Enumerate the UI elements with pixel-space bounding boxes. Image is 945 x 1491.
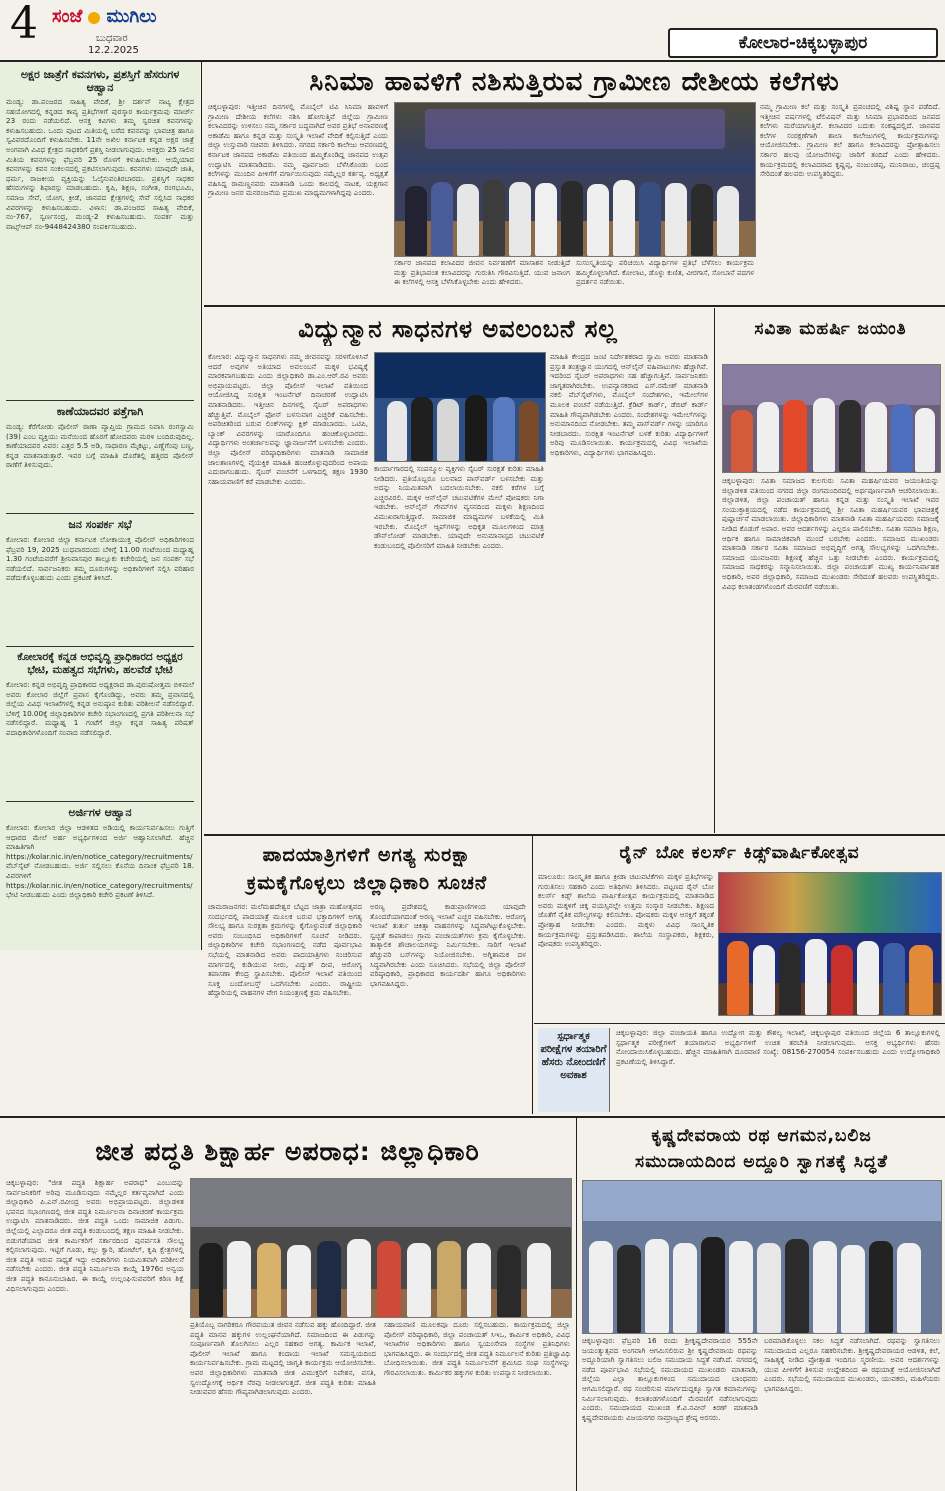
article-heading: ಅರ್ಜಿಗಳ ಆಹ್ವಾನ [68,806,132,819]
column-divider [576,1118,577,1491]
section-rule [204,305,945,307]
article-body: ಚಿಕ್ಕಬಳ್ಳಾಪುರ: "ಜೀತ ಪದ್ಧತಿ ಶಿಕ್ಷಾರ್ಹ ಅಪರಾಧ" ಎಂಬುದನ್ನು ಸಾರ್ವಜನಿಕರಿಗೆ ಅರಿವು ಮೂಡಿಸುವುದು ನಮ್ಮೆಲ್ಲರ ಕರ್ತವ್ಯವಾಗಿದೆ ಎಂದು ಜಿಲ್ಲಾಧಿಕಾರಿ ಪಿ.ಎನ್.ರವೀಂದ್ರ ಅವರು ಅಭಿಪ್ರಾಯಪಟ್ಟರು. ಜಿಲ್ಲಾಡಳಿತ ಭವನದ ಸಭಾಂಗಣದಲ್ಲಿ ಜೀತ ಪದ್ಧತಿ ನಿರ್ಮೂಲನಾ ದಿನಾಚರಣೆ ಕಾರ್ಯಕ್ರಮ ಉದ್ಘಾಟಿಸಿ ಮಾತನಾಡಿದರು. ಜೀತ ಪದ್ಧತಿ ಒಂದು ಸಾಮಾಜಿಕ ಪಿಡುಗು. ಜಿಲ್ಲೆಯಲ್ಲಿ ಎಲ್ಲಾದರೂ ಜೀತ ಪದ್ಧತಿ ಕಂಡುಬಂದಲ್ಲಿ ತಕ್ಷಣ ಮಾಹಿತಿ ನೀಡಬೇಕು. ಬಿಡುಗಡೆಯಾದ ಜೀತ ಕಾರ್ಮಿಕರಿಗೆ ಸರ್ಕಾರದಿಂದ ಪುನರ್ವಸತಿ ಸೌಲಭ್ಯ ಕಲ್ಪಿಸಲಾಗುವುದು. ಇಟ್ಟಿಗೆ ಗೂಡು, ಕಲ್ಲು ಕ್ವಾರಿ, ಹೋಟೆಲ್, ಕೃಷಿ ಕ್ಷೇತ್ರಗಳಲ್ಲಿ ಜೀತ ಪದ್ಧತಿ ಇರುವ ಸಾಧ್ಯತೆ ಇದ್ದು ಅಧಿಕಾರಿಗಳು ನಿಯಮಿತವಾಗಿ ಪರಿಶೀಲನೆ ನಡೆಸಬೇಕು ಎಂದರು. ಜೀತ ಪದ್ಧತಿ ನಿರ್ಮೂಲನಾ ಕಾಯ್ದೆ 1976ರ ಅನ್ವಯ ಜೀತ ಪದ್ಧತಿ ಕಾನೂನುಬಾಹಿರ. ಈ ಕಾಯ್ದೆ ಉಲ್ಲಂಘಿಸುವವರಿಗೆ ಕಠಿಣ ಶಿಕ್ಷೆ ವಿಧಿಸಲಾಗುವುದು ಎಂದರು. [6,1178,184,1293]
article-body: ಮಂಡ್ಯ: ಡಾ.ಪಂಜರದ ಸಾಹಿತ್ಯ ವೇದಿಕೆ, ಶ್ರೀ ದರ್ಶನ್ ನಾಟ್ಯ ಕ್ಷೇತ್ರದ ಸಹಯೋಗದಲ್ಲಿ ಕನ್ನಡದ ಕಾವ್ಯ ಪ್ರತಿಭೆಗಳಿಗೆ ಪುರಸ್ಕಾರ ಕಾರ್ಯಕ್ರಮವು ಮಾರ್ಚ್ 23 ರಂದು ನಡೆಯಲಿದೆ. ಆಸಕ್ತ ಕವಿಗಳು ತಮ್ಮ ಸ್ವರಚಿತ ಕವನಗಳನ್ನು ಕಳುಹಿಸಬಹುದು. ಒಂದು ಪುಟದ ಮಿತಿಯಲ್ಲಿ ಬರೆದ ಕವನವನ್ನು ಭಾವಚಿತ್ರ ಹಾಗೂ ಸ್ವವಿವರದೊಂದಿಗೆ ಕಳುಹಿಸಬೇಕು. 11ನೇ ಅಖಿಲ ಕರ್ನಾಟಕ ಕನ್ನಡ ಅಕ್ಷರ ಜಾತ್ರೆ ಅಂಗವಾಗಿ ವಿವಿಧ ಕ್ಷೇತ್ರದ ಸಾಧಕರಿಗೆ ಪ್ರಶಸ್ತಿ ನೀಡಲಾಗುವುದು. ಆಸಕ್ತರು 25 ಸಾಲಿನ ಮಿತಿಯ ಕವನಗಳನ್ನು ಫೆಬ್ರವರಿ 25 ರೊಳಗೆ ಕಳುಹಿಸಬೇಕು. ಆಯ್ಕೆಯಾದ ಕವನಗಳನ್ನು ಕವನ ಸಂಕಲನದಲ್ಲಿ ಪ್ರಕಟಿಸಲಾಗುವುದು. ಕವನಗಳು ಯಾವುದೇ ಜಾತಿ, ಧರ್ಮ, ರಾಜಕೀಯ ವ್ಯಕ್ತಿಯನ್ನು ಓಲೈಸುವಂತಿರಬಾರದು. ಪ್ರಶಸ್ತಿಗೆ ಸಾಧಕರ ಹೆಸರುಗಳನ್ನು ಶಿಫಾರಸ್ಸು ಮಾಡಬಹುದು. ಕೃಷಿ, ಶಿಕ್ಷಣ, ಸಂಗೀತ, ರಂಗಭೂಮಿ, ಸಮಾಜ ಸೇವೆ, ಯೋಗ, ಕ್ರೀಡೆ, ಜಾನಪದ ಕ್ಷೇತ್ರಗಳಲ್ಲಿ ಸೇವೆ ಸಲ್ಲಿಸಿದ ಸಾಧಕರ ವಿವರಗಳನ್ನು ಕಳುಹಿಸಬಹುದು. ವಿಳಾಸ: ಡಾ.ಪಂಜರದ ಸಾಹಿತ್ಯ ವೇದಿಕೆ, ನಂ-767, ಸ್ವರ್ಣಸಂದ್ರ, ಮಂಡ್ಯ-2 ಕಳುಹಿಸಬಹುದು. ಸಂಪರ್ಕ ಮತ್ತು ವಾಟ್ಸ್ಆಪ್ ನಂ-9448424380 ಸಂಪರ್ಕಿಸಬಹುದು. [6,97,194,231]
weekday: ಬುಧವಾರ [96,33,128,44]
paper-logo [52,6,202,32]
column-divider [714,308,715,833]
article-heading: ಜನ ಸಂಪರ್ಕ ಸಭೆ [68,518,132,531]
paper-name-part1: ಸಂಜೆ [52,6,83,27]
article-body: ಮಾಹಿತಿ ಕೇಂದ್ರದ ಜಂಟಿ ನಿರ್ದೇಶಕರಾದ ಸ್ವಾಮಿ ಅವರು ಮಾತನಾಡಿ ಪ್ರಸ್ತುತ ತಂತ್ರಜ್ಞಾನ ಯುಗದಲ್ಲಿ ಆನ್‌ಲೈನ್ ವಹಿವಾಟುಗಳು ಹೆಚ್ಚಾಗಿವೆ. ಇದರಿಂದ ಸೈಬರ್ ಅಪರಾಧಗಳು ಸಹ ಹೆಚ್ಚಾಗುತ್ತಿವೆ. ಸಾರ್ವಜನಿಕರು ಜಾಗೃತರಾಗಿರಬೇಕು. ಉಪನ್ಯಾಸಕರಾದ ಎಸ್.ರಮೇಶ್ ಮಾತನಾಡಿ ನಕಲಿ ವೆಬ್‌ಸೈಟ್‌ಗಳು, ಮೊಬೈಲ್ ಸಂದೇಶಗಳು, ಇಮೇಲ್‌ಗಳ ಮೂಲಕ ವಂಚನೆ ನಡೆಯುತ್ತಿದೆ. ಕ್ರೆಡಿಟ್ ಕಾರ್ಡ್, ಡೆಬಿಟ್ ಕಾರ್ಡ್ ಮಾಹಿತಿ ಗೌಪ್ಯವಾಗಿಡಬೇಕು ಎಂದರು. ಸಂದೇಶಗಳನ್ನು ಇಮೇಲ್‌ಗಳನ್ನು ಅನುಮಾನದಿಂದ ನೋಡಬೇಕು. ತಮ್ಮ ಪಾಸ್‌ವರ್ಡ್ ಗಳನ್ನು ಯಾರಿಗೂ ನೀಡಬಾರದು. ಸುರಕ್ಷಿತ ಇಂಟರ್ನೆಟ್ ಬಳಕೆ ಕುರಿತು ವಿದ್ಯಾರ್ಥಿಗಳಿಗೆ ಅರಿವು ಮೂಡಿಸಲಾಯಿತು. ಕಾರ್ಯಕ್ರಮದಲ್ಲಿ ವಿವಿಧ ಇಲಾಖೆಯ ಅಧಿಕಾರಿಗಳು, ವಿದ್ಯಾರ್ಥಿಗಳು ಭಾಗವಹಿಸಿದ್ದರು. [550,352,708,457]
article-body: ಅರಣ್ಯ ಪ್ರದೇಶದಲ್ಲಿ ಕಾಡುಪ್ರಾಣಿಗಳಿಂದ ಯಾವುದೇ ತೊಂದರೆಯಾಗದಂತೆ ಅರಣ್ಯ ಇಲಾಖೆ ಎಚ್ಚರ ವಹಿಸಬೇಕು. ಆರೋಗ್ಯ ಇಲಾಖೆ ತುರ್ತು ಚಿಕಿತ್ಸಾ ವಾಹನಗಳನ್ನು ಸಿದ್ಧವಾಗಿಟ್ಟುಕೊಳ್ಳಬೇಕು. ಸ್ವಚ್ಛತೆ ಕಾಪಾಡಲು ಗ್ರಾಮ ಪಂಚಾಯತ್‌ಗಳು ಕ್ರಮ ಕೈಗೊಳ್ಳಬೇಕು. ತಾತ್ಕಾಲಿಕ ಶೌಚಾಲಯಗಳನ್ನು ನಿರ್ಮಿಸಬೇಕು. ಸಾರಿಗೆ ಇಲಾಖೆ ಹೆಚ್ಚುವರಿ ಬಸ್‌ಗಳನ್ನು ನಿಯೋಜಿಸಬೇಕು. ಅಗ್ನಿಶಾಮಕ ದಳ ಸಿದ್ಧವಾಗಿರಬೇಕು ಎಂದು ಸೂಚಿಸಿದರು. ಸಭೆಯಲ್ಲಿ ಜಿಲ್ಲಾ ಪೊಲೀಸ್ ವರಿಷ್ಠಾಧಿಕಾರಿ, ಪ್ರಾಧಿಕಾರದ ಕಾರ್ಯದರ್ಶಿ ಹಾಗೂ ಅಧಿಕಾರಿಗಳು ಭಾಗವಹಿಸಿದ್ದರು. [370,902,526,988]
event-photo [718,872,942,1016]
event-photo [582,1180,942,1334]
article-body: ಕೋಲಾರ: ಕೋಲಾರ ಜಿಲ್ಲಾ ಕರ್ನಾಟಕ ಲೋಕಾಯುಕ್ತ ಪೊಲೀಸ್ ಅಧಿಕಾರಿಗಳಿಂದ ಫೆಬ್ರವರಿ 19, 2025 ಬುಧವಾರದಂದು ಬೆಳಿಗ್ಗೆ 11.00 ಗಂಟೆಯಿಂದ ಮಧ್ಯಾಹ್ನ 1.30 ಗಂಟೆಯವರೆಗೆ ಶ್ರೀನಿವಾಸಪುರ ತಾಲ್ಲೂಕು ಕಚೇರಿಯಲ್ಲಿ ಜನ ಸಂಪರ್ಕ ಸಭೆ ನಡೆಯಲಿದೆ. ಸಾರ್ವಜನಿಕರು ತಮ್ಮ ದೂರುಗಳನ್ನು ಅಧಿಕಾರಿಗಳಿಗೆ ಸಲ್ಲಿಸಿ ಪರಿಹಾರ ಪಡೆದುಕೊಳ್ಳಬಹುದು ಎಂದು ಪ್ರಕಟಣೆ ತಿಳಿಸಿದೆ. [6,535,194,583]
story-headline-line1: ಪಾದಯಾತ್ರಿಗಳಿಗೆ ಅಗತ್ಯ ಸುರಕ್ಷಾ [262,844,472,866]
masthead [0,0,945,60]
paper-name-part2: ಮುಗಿಲು [106,6,157,27]
article-body: ನಮ್ಮ ಗ್ರಾಮೀಣ ಕಲೆ ಮತ್ತು ಸಂಸ್ಕೃತಿ ಪ್ರಪಂಚದಲ್ಲಿ ವಿಶಿಷ್ಟ ಸ್ಥಾನ ಪಡೆದಿದೆ. ಇತ್ತೀಚಿನ ವರ್ಷಗಳಲ್ಲಿ ಟೆಲಿವಿಷನ್ ಮತ್ತು ಸಿನಿಮಾ ಪ್ರಭಾವದಿಂದ ಜನಪದ ಕಲೆಗಳು ಮರೆಯಾಗುತ್ತಿವೆ. ಕಲಾವಿದರ ಬದುಕು ಸಂಕಷ್ಟದಲ್ಲಿದೆ. ಜಾನಪದ ಕಲೆಗಳ ಸಂರಕ್ಷಣೆಗಾಗಿ ಶಾಲಾ ಕಾಲೇಜುಗಳಲ್ಲಿ ಕಾರ್ಯಕ್ರಮಗಳನ್ನು ಆಯೋಜಿಸಬೇಕು. ಗ್ರಾಮೀಣ ಕಲೆ ಹಾಗೂ ಕಲಾವಿದರನ್ನು ಪ್ರೋತ್ಸಾಹಿಸಲು ಸರ್ಕಾರ ಹಲವು ಯೋಜನೆಗಳನ್ನು ಜಾರಿಗೆ ತಂದಿದೆ ಎಂದು ಹೇಳಿದರು. ಕಾರ್ಯಕ್ರಮದಲ್ಲಿ ಕಲಾವಿದರಾದ ಕೃಷ್ಣಪ್ಪ, ನಂಜುಂಡಪ್ಪ, ಮುನಿರಾಜು, ಚಂದ್ರಪ್ಪ ಸೇರಿದಂತೆ ಹಲವರು ಉಪಸ್ಥಿತರಿದ್ದರು. [760,102,940,179]
story-bonded-labour [0,1118,575,1491]
article-body: ಚಿಕ್ಕಬಳ್ಳಾಪುರ: ಇತ್ತೀಚಿನ ದಿನಗಳಲ್ಲಿ ಮೊಬೈಲ್ ಟಿವಿ ಸಿನಿಮಾ ಹಾವಳಿಗೆ ಗ್ರಾಮೀಣ ದೇಶೀಯ ಕಲೆಗಳು ನಶಿಸಿ ಹೋಗುತ್ತಿವೆ ಜಿಲ್ಲೆಯ ಗ್ರಾಮೀಣ ಕಲಾವಿದರನ್ನು ಉಳಿಸಲು ನಮ್ಮ ಸರ್ಕಾರ ಬದ್ಧವಾಗಿದೆ ಅವರ ಪ್ರತಿಭೆ ಅನಾವರಣಕ್ಕೆ ಅಕಾಡೆಮಿ ಹಾಗೂ ಕನ್ನಡ ಮತ್ತು ಸಂಸ್ಕೃತಿ ಇಲಾಖೆ ವೇದಿಕೆ ಕಲ್ಪಿಸುತ್ತಿದೆ ಎಂದು ಜಿಲ್ಲಾ ಉಸ್ತುವಾರಿ ಸಚಿವರು ತಿಳಿಸಿದರು. ನಗರದ ಸರ್ಕಾರಿ ಕಾಲೇಜು ಆವರಣದಲ್ಲಿ ಕರ್ನಾಟಕ ಜಾನಪದ ಅಕಾಡೆಮಿ ವತಿಯಿಂದ ಹಮ್ಮಿಕೊಂಡಿದ್ದ ಜಾನಪದ ಉತ್ಸವ ಉದ್ಘಾಟಿಸಿ ಮಾತನಾಡಿದರು. ನಮ್ಮ ಪೂರ್ವಜರು ಬೆಳೆಸಿಕೊಂಡು ಬಂದ ಕಲೆಗಳನ್ನು ಮುಂದಿನ ಪೀಳಿಗೆಗೆ ವರ್ಗಾಯಿಸುವುದು ನಮ್ಮೆಲ್ಲರ ಕರ್ತವ್ಯ. ಅಧ್ಯಕ್ಷತೆ ವಹಿಸಿದ್ದ ರಾಮಣ್ಣನವರು ಮಾತನಾಡಿ ಒಂದು ಕಾಲದಲ್ಲಿ ನಾಟಕ, ಯಕ್ಷಗಾನ ಗ್ರಾಮೀಣ ಜನರ ಮನರಂಜನೆಯ ಪ್ರಮುಖ ಮಾಧ್ಯಮಗಳಾಗಿದ್ದವು ಎಂದರು. [208,102,388,198]
event-photo [190,1178,572,1318]
article-body: ಮಂಡ್ಯ: ಕೆರೆಗೋಡು ಪೊಲೀಸ್ ಠಾಣಾ ವ್ಯಾಪ್ತಿಯ ಗ್ರಾಮದ ನಿವಾಸಿ ರಂಗಸ್ವಾಮಿ (39) ಎಂಬ ವ್ಯಕ್ತಿಯು ಮನೆಯಿಂದ ಹೊರಗೆ ಹೋದವರು ಮರಳಿ ಬಂದಿರುವುದಿಲ್ಲ. ಕಾಣೆಯಾದವರ ವಿವರ: ಎತ್ತರ 5.5 ಅಡಿ, ಸಾಧಾರಣ ಮೈಕಟ್ಟು, ಎಣ್ಣೆಗೆಂಪು ಬಣ್ಣ, ಕನ್ನಡ ಮಾತನಾಡುತ್ತಾರೆ. ಇವರ ಬಗ್ಗೆ ಮಾಹಿತಿ ದೊರೆತಲ್ಲಿ ಹತ್ತಿರದ ಪೊಲೀಸ್ ಠಾಣೆಗೆ ತಿಳಿಸುವುದು. [6,422,194,470]
story-headline: ರೈನ್ ಬೋ ಕಲರ್ಸ್ ಕಿಡ್ಸ್‌ವಾರ್ಷಿಕೋತ್ಸವ [619,843,860,863]
article-body: ಕೋಲಾರ: ವಿದ್ಯುನ್ಮಾನ ಸಾಧನಗಳು ನಮ್ಮ ಜೀವನವನ್ನು ಸರಳಗೊಳಿಸಿವೆ ಆದರೆ ಅವುಗಳ ಅತಿಯಾದ ಅವಲಂಬನೆ ಮಕ್ಕಳ ಭವಿಷ್ಯಕ್ಕೆ ಮಾರಕವಾಗಬಹುದು ಎಂದು ಜಿಲ್ಲಾಧಿಕಾರಿ ಡಾ.ಎಂ.ಆರ್.ರವಿ ಅವರು ಅಭಿಪ್ರಾಯಪಟ್ಟರು. ಜಿಲ್ಲಾ ಪೊಲೀಸ್ ಇಲಾಖೆ ವತಿಯಿಂದ ಆಯೋಜಿಸಿದ್ದ ಸುರಕ್ಷಿತ ಇಂಟರ್ನೆಟ್ ದಿನಾಚರಣೆ ಉದ್ಘಾಟಿಸಿ ಮಾತನಾಡಿದರು. ಇತ್ತೀಚಿನ ದಿನಗಳಲ್ಲಿ ಸೈಬರ್ ಅಪರಾಧಗಳು ಹೆಚ್ಚುತ್ತಿವೆ. ಮೊಬೈಲ್ ಫೋನ್ ಬಳಸುವಾಗ ಎಚ್ಚರಿಕೆ ವಹಿಸಬೇಕು. ಅಪರಿಚಿತರಿಂದ ಬರುವ ಲಿಂಕ್‌ಗಳನ್ನು ಕ್ಲಿಕ್ ಮಾಡಬಾರದು. ಒಟಿಪಿ, ಬ್ಯಾಂಕ್ ವಿವರಗಳನ್ನು ಯಾರೊಂದಿಗೂ ಹಂಚಿಕೊಳ್ಳಬಾರದು. ವಿದ್ಯಾರ್ಥಿಗಳು ಅಂತರ್ಜಾಲವನ್ನು ಜ್ಞಾನಾರ್ಜನೆಗೆ ಬಳಸಬೇಕು ಎಂದರು. ಜಿಲ್ಲಾ ಪೊಲೀಸ್ ವರಿಷ್ಠಾಧಿಕಾರಿಗಳು ಮಾತನಾಡಿ ಸಾಮಾಜಿಕ ಜಾಲತಾಣಗಳಲ್ಲಿ ವೈಯಕ್ತಿಕ ಮಾಹಿತಿ ಹಂಚಿಕೊಳ್ಳುವುದರಿಂದ ಅಪಾಯ ಎದುರಾಗಬಹುದು. ಸೈಬರ್ ವಂಚನೆಗೆ ಒಳಗಾದಲ್ಲಿ ತಕ್ಷಣ 1930 ಸಹಾಯವಾಣಿಗೆ ಕರೆ ಮಾಡಬೇಕು ಎಂದರು. [208,352,368,486]
article-body: ಚಿಕ್ಕಬಳ್ಳಾಪುರ: ಜಿಲ್ಲಾ ಪಂಚಾಯತಿ ಹಾಗೂ ಉದ್ಯೋಗ ಮತ್ತು ಕೌಶಲ್ಯ ಇಲಾಖೆ, ಚಿಕ್ಕಬಳ್ಳಾಪುರ ವತಿಯಿಂದ ಜಿಲ್ಲೆಯ 6 ತಾಲ್ಲೂಕುಗಳಲ್ಲಿ ಸ್ಪರ್ಧಾತ್ಮಕ ಪರೀಕ್ಷೆಗಳಿಗೆ ತಯಾರಾಗುವ ಅಭ್ಯರ್ಥಿಗಳಿಗೆ ಉಚಿತ ತರಬೇತಿ ನೀಡಲಾಗುವುದು. ಆಸಕ್ತ ಅಭ್ಯರ್ಥಿಗಳು ಹೆಸರು ನೋಂದಾಯಿಸಿಕೊಳ್ಳಬಹುದು. ಹೆಚ್ಚಿನ ಮಾಹಿತಿಗಾಗಿ ದೂರವಾಣಿ ಸಂಖ್ಯೆ: 08156-270054 ಸಂಪರ್ಕಿಸಬಹುದು ಎಂದು ಉದ್ಯೋಗಾಧಿಕಾರಿ ಪ್ರಕಟಣೆಯಲ್ಲಿ ತಿಳಿಸಿದ್ದಾರೆ. [616,1028,940,1066]
story-electronics [204,308,712,833]
story-headline: ಸಿನಿಮಾ ಹಾವಳಿಗೆ ನಶಿಸುತ್ತಿರುವ ಗ್ರಾಮೀಣ ದೇಶೀಯ ಕಲೆಗಳು [309,67,840,97]
story-savitha [716,308,945,833]
article-body: ಕೋಲಾರ: ಕೋಲಾರ ಜಿಲ್ಲಾ ಆಡಳಿತದ ಅಡಿಯಲ್ಲಿ ಕಾರ್ಯನಿರ್ವಹಿಸಲು ಗುತ್ತಿಗೆ ಆಧಾರದ ಮೇಲೆ ಅರ್ಹ ಅಭ್ಯರ್ಥಿಗಳಿಂದ ಅರ್ಜಿ ಆಹ್ವಾನಿಸಲಾಗಿದೆ. ಹೆಚ್ಚಿನ ಮಾಹಿತಿಗಾಗಿ https://kolar.nic.in/en/notice_category/recruitments/ ವೆಬ್‌ಸೈಟ್ ನೋಡಬಹುದು. ಅರ್ಜಿ ಸಲ್ಲಿಸಲು ಕೊನೆಯ ದಿನಾಂಕ ಫೆಬ್ರವರಿ 18. ವಿವರಗಳಿಗೆ https://kolar.nic.in/en/notice_category/recruitments/ ಭೇಟಿ ನೀಡಬಹುದು ಎಂದು ಜಿಲ್ಲಾಧಿಕಾರಿ ಕಚೇರಿ ಪ್ರಕಟಣೆ ತಿಳಿಸಿದೆ. [6,823,194,900]
story-headline: ಜೀತ ಪದ್ಧತಿ ಶಿಕ್ಷಾರ್ಹ ಅಪರಾಧ: ಜಿಲ್ಲಾಧಿಕಾರಿ [95,1137,480,1166]
notice-title: ಸ್ಪರ್ಧಾತ್ಮಕ ಪರೀಕ್ಷೆಗಳ ತಯಾರಿಗೆ ಹೆಸರು ನೋಂದಣಿಗೆ ಅವಕಾಶ [540,1031,607,1081]
story-headline: ಸವಿತಾ ಮಹರ್ಷಿ ಜಯಂತಿ [754,319,907,339]
article-body: ಬರಮಾಡಿಕೊಳ್ಳಲು ಸಕಲ ಸಿದ್ಧತೆ ನಡೆಸಲಾಗಿದೆ. ರಥವನ್ನು ಸ್ವಾಗತಿಸಲು ಸಮುದಾಯದ ಎಲ್ಲರೂ ಸಹಕರಿಸಬೇಕು. ಶ್ರೀಕೃಷ್ಣದೇವರಾಯರ ಆಡಳಿತ, ಕಲೆ, ಸಾಹಿತ್ಯಕ್ಕೆ ನೀಡಿದ ಪ್ರೋತ್ಸಾಹ ಇಂದಿಗೂ ಸ್ಮರಣೀಯ. ಅವರ ಆದರ್ಶಗಳನ್ನು ಯುವ ಪೀಳಿಗೆಗೆ ತಿಳಿಸುವ ಉದ್ದೇಶದಿಂದ ಈ ರಥಯಾತ್ರೆ ಆಯೋಜಿಸಲಾಗಿದೆ ಎಂದರು. ಸಭೆಯಲ್ಲಿ ಸಮುದಾಯದ ಮುಖಂಡರು, ಯುವಕರು, ಮಹಿಳೆಯರು ಭಾಗವಹಿಸಿದ್ದರು. [764,1336,940,1393]
story-competitive-exams [534,1024,945,1116]
region-banner [668,28,938,58]
article-heading: ಕೋಲಾರಕ್ಕೆ ಕನ್ನಡ ಅಭಿವೃದ್ಧಿ ಪ್ರಾಧಿಕಾರದ ಅಧ್ಯಕ್ಷರ ಭೇಟಿ, ಮಹತ್ವದ ಸಭೆಗಳು, ಹಲವೆಡೆ ಭೇಟಿ [17,651,183,676]
left-column [0,62,200,950]
story-folk-arts [204,62,945,304]
article-heading: ಅಕ್ಷರ ಜಾತ್ರೆಗೆ ಕವನಗಳು, ಪ್ರಶಸ್ತಿಗೆ ಹೆಸರುಗಳ ಆಹ್ವಾನ [20,68,180,94]
story-headline: ವಿದ್ಯುನ್ಮಾನ ಸಾಧನಗಳ ಅವಲಂಬನೆ ಸಲ್ಲ [298,315,618,343]
article-body: ಚಿಕ್ಕಬಳ್ಳಾಪುರ: ಫೆಬ್ರವರಿ 16 ರಂದು ಶ್ರೀಕೃಷ್ಣದೇವರಾಯರ 555ನೇ ಜಯಂತ್ಯುತ್ಸವದ ಅಂಗವಾಗಿ ಆಗಮಿಸಲಿರುವ ಶ್ರೀ ಕೃಷ್ಣದೇವರಾಯ ರಥವನ್ನು ಅದ್ದೂರಿಯಾಗಿ ಸ್ವಾಗತಿಸಲು ಬಲಿಜ ಸಮುದಾಯ ಸಿದ್ಧತೆ ನಡೆಸಿದೆ. ನಗರದಲ್ಲಿ ನಡೆದ ಪೂರ್ವಭಾವಿ ಸಭೆಯಲ್ಲಿ ಸಮುದಾಯದ ಮುಖಂಡರು ಮಾತನಾಡಿ, ಜಿಲ್ಲೆಯ ಎಲ್ಲಾ ತಾಲ್ಲೂಕುಗಳಿಂದ ಸಮುದಾಯದ ಬಾಂಧವರು ಆಗಮಿಸಲಿದ್ದಾರೆ. ರಥ ಸಂಚರಿಸುವ ಮಾರ್ಗದುದ್ದಕ್ಕೂ ಸ್ವಾಗತ ಕಮಾನುಗಳನ್ನು ನಿರ್ಮಿಸಲಾಗುವುದು. ಕಲಾತಂಡಗಳೊಂದಿಗೆ ಮೆರವಣಿಗೆ ನಡೆಸಲಾಗುವುದು ಎಂದರು. ಸಮುದಾಯದ ಮುಖಂಡ ಕೆ.ವಿ.ನವೀನ್ ಕಿರಣ್ ಮಾತನಾಡಿ ಕೃಷ್ಣದೇವರಾಯರು ವಿಜಯನಗರ ಸಾಮ್ರಾಜ್ಯದ ಶ್ರೇಷ್ಠ ಅರಸರು. [582,1336,758,1422]
page-number: 4 [10,0,38,49]
event-photo [394,102,756,257]
column-divider [201,62,202,950]
column-divider [532,836,533,1114]
story-headline-line2: ಕ್ರಮಕೈಗೊಳ್ಳಲು ಜಿಲ್ಲಾಧಿಕಾರಿ ಸೂಚನೆ [246,872,488,894]
story-pilgrims-block [204,836,530,1114]
issue-date: 12.2.2025 [88,45,139,56]
event-photo [374,352,546,462]
article-body: ಸರ್ಕಾರ ಜಾನಪದ ಕಲಾವಿದರ ಜೀವನ ನಿರ್ವಹಣೆಗೆ ಮಾಸಾಶನ ನೀಡುತ್ತಿದೆ ಮತ್ತು ಪ್ರತಿಭಾವಂತ ಕಲಾವಿದರನ್ನು ಗುರುತಿಸಿ ಗೌರವಿಸುತ್ತಿದೆ. ಯುವ ಜನಾಂಗ ಈ ಕಲೆಗಳಲ್ಲಿ ಆಸಕ್ತಿ ಬೆಳೆಸಿಕೊಳ್ಳಬೇಕು ಎಂದು ಹೇಳಿದರು. [394,258,570,287]
article-body: ಮಾಲೂರು: ಸಾಂಸ್ಕೃತಿಕ ಹಾಗೂ ಕ್ರೀಡಾ ಚಟುವಟಿಕೆಗಳು ಮಕ್ಕಳ ಪ್ರತಿಭೆಗಳನ್ನು ಗುರುತಿಸಲು ಸಹಕಾರಿ ಎಂದು ಅತಿಥಿಗಳು ತಿಳಿಸಿದರು. ಪಟ್ಟಣದ ರೈನ್ ಬೋ ಕಲರ್ಸ್ ಕಿಡ್ಸ್ ಶಾಲೆಯ ವಾರ್ಷಿಕೋತ್ಸವ ಕಾರ್ಯಕ್ರಮದಲ್ಲಿ ಮಾತನಾಡಿದ ಅವರು ಮಕ್ಕಳಿಗೆ ಚಿಕ್ಕ ವಯಸ್ಸಿನಲ್ಲೇ ಉತ್ತಮ ಸಂಸ್ಕಾರ ನೀಡಬೇಕು. ಶಿಕ್ಷಣದ ಜೊತೆಗೆ ನೈತಿಕ ಮೌಲ್ಯಗಳನ್ನು ಕಲಿಸಬೇಕು. ಪೋಷಕರು ಮಕ್ಕಳ ಆಸಕ್ತಿಗೆ ತಕ್ಕಂತೆ ಪ್ರೋತ್ಸಾಹ ನೀಡಬೇಕು ಎಂದರು. ಮಕ್ಕಳು ವಿವಿಧ ಸಾಂಸ್ಕೃತಿಕ ಕಾರ್ಯಕ್ರಮಗಳನ್ನು ಪ್ರಸ್ತುತಪಡಿಸಿದರು. ಶಾಲೆಯ ಸಂಸ್ಥಾಪಕರು, ಶಿಕ್ಷಕರು, ಪೋಷಕರು ಉಪಸ್ಥಿತರಿದ್ದರು. [538,872,714,949]
story-rainbow-kids [534,836,945,1022]
event-photo [722,364,941,473]
article-body: ಕಾರ್ಯಾಗಾರದಲ್ಲಿ ಸಂಪನ್ಮೂಲ ವ್ಯಕ್ತಿಗಳು ಸೈಬರ್ ಸುರಕ್ಷತೆ ಕುರಿತು ಮಾಹಿತಿ ನೀಡಿದರು. ಪ್ರತಿಯೊಬ್ಬರೂ ಬಲವಾದ ಪಾಸ್‌ವರ್ಡ್ ಬಳಸಬೇಕು ಮತ್ತು ಅದನ್ನು ನಿಯಮಿತವಾಗಿ ಬದಲಾಯಿಸಬೇಕು. ನಕಲಿ ಕರೆಗಳ ಬಗ್ಗೆ ಎಚ್ಚರವಿರಲಿ. ಮಕ್ಕಳ ಆನ್‌ಲೈನ್ ಚಟುವಟಿಕೆಗಳ ಮೇಲೆ ಪೋಷಕರು ನಿಗಾ ಇಡಬೇಕು. ಆನ್‌ಲೈನ್ ಗೇಮ್‌ಗಳ ವ್ಯಸನದಿಂದ ಮಕ್ಕಳು ಶಿಕ್ಷಣದಿಂದ ವಿಮುಖರಾಗುತ್ತಿದ್ದಾರೆ. ಸಾಮಾಜಿಕ ಮಾಧ್ಯಮಗಳ ಬಳಕೆಯಲ್ಲಿ ಮಿತಿ ಇರಬೇಕು. ಮೊಬೈಲ್ ಆ್ಯಪ್‌ಗಳನ್ನು ಅಧಿಕೃತ ಮೂಲಗಳಿಂದ ಮಾತ್ರ ಡೌನ್‌ಲೋಡ್ ಮಾಡಬೇಕು. ಯಾವುದೇ ಅನುಮಾನಾಸ್ಪದ ಚಟುವಟಿಕೆ ಕಂಡುಬಂದಲ್ಲಿ ಪೊಲೀಸರಿಗೆ ಮಾಹಿತಿ ನೀಡಬೇಕು ಎಂದರು. [374,464,544,550]
sun-icon [88,12,100,24]
region-title: ಕೋಲಾರ-ಚಿಕ್ಕಬಳ್ಳಾಪುರ [738,33,868,53]
article-body: ಸುಸಂಸ್ಕೃತಿಯನ್ನು ಪರಿಚಯಿಸಿ ವಿದ್ಯಾರ್ಥಿಗಳ ಪ್ರತಿಭೆ ಬೆಳೆಸಲು ಕಾರ್ಯಕ್ರಮ ಹಮ್ಮಿಕೊಳ್ಳಲಾಗಿದೆ. ಕೋಲಾಟ, ಡೊಳ್ಳು ಕುಣಿತ, ವೀರಗಾಸೆ, ಸೋಬಾನೆ ಪದಗಳ ಪ್ರದರ್ಶನ ನಡೆಯಿತು. [576,258,754,287]
notice-title-box [538,1028,610,1112]
story-headline-line2: ಸಮುದಾಯದಿಂದ ಅದ್ದೂರಿ ಸ್ವಾಗತಕ್ಕೆ ಸಿದ್ಧತೆ [635,1152,888,1172]
story-headline-line1: ಕೃಷ್ಣದೇವರಾಯ ರಥ ಆಗಮನ,ಬಲಿಜ [651,1126,872,1146]
article-body: ಚಾಮರಾಜನಗರ: ಮಲೆಮಹದೇಶ್ವರ ಬೆಟ್ಟದ ಜಾತ್ರಾ ಮಹೋತ್ಸವದ ಸಂದರ್ಭದಲ್ಲಿ ಪಾದಯಾತ್ರೆ ಮೂಲಕ ಬರುವ ಭಕ್ತಾದಿಗಳಿಗೆ ಅಗತ್ಯ ಸೌಲಭ್ಯ ಹಾಗೂ ಸುರಕ್ಷತಾ ಕ್ರಮಗಳನ್ನು ಕೈಗೊಳ್ಳುವಂತೆ ಜಿಲ್ಲಾಧಿಕಾರಿ ಅವರು ಸಂಬಂಧಿಸಿದ ಅಧಿಕಾರಿಗಳಿಗೆ ಸೂಚನೆ ನೀಡಿದರು. ಜಿಲ್ಲಾಧಿಕಾರಿಗಳ ಕಚೇರಿ ಸಭಾಂಗಣದಲ್ಲಿ ನಡೆದ ಪೂರ್ವಭಾವಿ ಸಭೆಯಲ್ಲಿ ಮಾತನಾಡಿದ ಅವರು ಪಾದಯಾತ್ರಿಗಳು ಸಂಚರಿಸುವ ಮಾರ್ಗದಲ್ಲಿ ಕುಡಿಯುವ ನೀರು, ವಿದ್ಯುತ್ ದೀಪ, ಆರೋಗ್ಯ ತಪಾಸಣಾ ಕೇಂದ್ರ ಸ್ಥಾಪಿಸಬೇಕು. ಪೊಲೀಸ್ ಇಲಾಖೆ ವತಿಯಿಂದ ಸೂಕ್ತ ಬಂದೋಬಸ್ತ್ ಒದಗಿಸಬೇಕು ಎಂದರು. ರಾಷ್ಟ್ರೀಯ ಹೆದ್ದಾರಿಯಲ್ಲಿ ವಾಹನಗಳ ವೇಗ ನಿಯಂತ್ರಣಕ್ಕೆ ಕ್ರಮ ವಹಿಸಬೇಕು. [208,902,362,998]
article-body: ಕೋಲಾರ: ಕನ್ನಡ ಅಭಿವೃದ್ಧಿ ಪ್ರಾಧಿಕಾರದ ಅಧ್ಯಕ್ಷರಾದ ಡಾ.ಪುರುಷೋತ್ತಮ ಬಿಳಿಮಲೆ ಅವರು ಕೋಲಾರ ಜಿಲ್ಲೆಗೆ ಪ್ರವಾಸ ಕೈಗೊಂಡಿದ್ದು, ಅವರು ತಮ್ಮ ಪ್ರವಾಸದಲ್ಲಿ ಜಿಲ್ಲೆಯ ವಿವಿಧ ಇಲಾಖೆಗಳಲ್ಲಿ ಕನ್ನಡ ಅನುಷ್ಠಾನ ಕುರಿತು ಪರಿಶೀಲನೆ ನಡೆಸಲಿದ್ದಾರೆ. ಬೆಳಿಗ್ಗೆ 10.00ಕ್ಕೆ ಜಿಲ್ಲಾಧಿಕಾರಿಗಳ ಕಚೇರಿ ಸಭಾಂಗಣದಲ್ಲಿ ಪ್ರಗತಿ ಪರಿಶೀಲನಾ ಸಭೆ ನಡೆಸಲಿದ್ದಾರೆ. ಮಧ್ಯಾಹ್ನ 1 ಗಂಟೆಗೆ ಜಿಲ್ಲಾ ಕನ್ನಡ ಸಾಹಿತ್ಯ ಪರಿಷತ್ ಪದಾಧಿಕಾರಿಗಳೊಂದಿಗೆ ಸಂವಾದ ನಡೆಸಲಿದ್ದಾರೆ. [6,680,194,737]
article-body: ಪ್ರತಿಯೊಬ್ಬ ನಾಗರಿಕರೂ ಗೌರವಯುತ ಜೀವನ ನಡೆಸುವ ಹಕ್ಕು ಹೊಂದಿದ್ದಾರೆ. ಜೀತ ಪದ್ಧತಿ ಮಾನವ ಹಕ್ಕುಗಳ ಉಲ್ಲಂಘನೆಯಾಗಿದೆ. ಸಮಾಜದಿಂದ ಈ ಪಿಡುಗನ್ನು ಸಂಪೂರ್ಣವಾಗಿ ತೊಲಗಿಸಲು ಎಲ್ಲರ ಸಹಕಾರ ಅಗತ್ಯ. ಕಾರ್ಮಿಕ ಇಲಾಖೆ, ಪೊಲೀಸ್ ಇಲಾಖೆ ಹಾಗೂ ಕಂದಾಯ ಇಲಾಖೆ ಸಮನ್ವಯದಿಂದ ಕಾರ್ಯನಿರ್ವಹಿಸಬೇಕು. ಗ್ರಾಮ ಮಟ್ಟದಲ್ಲಿ ಜಾಗೃತಿ ಕಾರ್ಯಕ್ರಮ ಆಯೋಜಿಸಬೇಕು. ಅಪರ ಜಿಲ್ಲಾಧಿಕಾರಿಗಳು ಮಾತನಾಡಿ ಜೀತ ವಿಮುಕ್ತರಿಗೆ ನಿವೇಶನ, ವಸತಿ, ಸ್ವಉದ್ಯೋಗಕ್ಕೆ ಆರ್ಥಿಕ ನೆರವು ನೀಡಲಾಗುತ್ತದೆ. ಜೀತ ಪದ್ಧತಿ ಕುರಿತು ಮಾಹಿತಿ ನೀಡುವವರ ಹೆಸರು ಗೌಪ್ಯವಾಗಿಡಲಾಗುವುದು ಎಂದರು. [190,1320,376,1397]
article-body: ಸಹಾಯವಾಣಿ ಮೂಲಕವೂ ದೂರು ಸಲ್ಲಿಸಬಹುದು. ಕಾರ್ಯಕ್ರಮದಲ್ಲಿ ಜಿಲ್ಲಾ ಪೊಲೀಸ್ ವರಿಷ್ಠಾಧಿಕಾರಿ, ಜಿಲ್ಲಾ ಪಂಚಾಯತ್ ಸಿಇಒ, ಕಾರ್ಮಿಕ ಅಧಿಕಾರಿ, ವಿವಿಧ ಇಲಾಖೆಗಳ ಅಧಿಕಾರಿಗಳು ಹಾಗೂ ಸ್ವಯಂಸೇವಾ ಸಂಸ್ಥೆಗಳ ಪ್ರತಿನಿಧಿಗಳು ಭಾಗವಹಿಸಿದ್ದರು. ಈ ಸಂದರ್ಭದಲ್ಲಿ ಜೀತ ಪದ್ಧತಿ ನಿರ್ಮೂಲನೆ ಕುರಿತು ಪ್ರತಿಜ್ಞಾವಿಧಿ ಬೋಧಿಸಲಾಯಿತು. ಜೀತ ಪದ್ಧತಿ ನಿರ್ಮೂಲನೆಗೆ ಶ್ರಮಿಸಿದ ಸಂಘ ಸಂಸ್ಥೆಗಳನ್ನು ಗೌರವಿಸಲಾಯಿತು. ಕಾರ್ಮಿಕರ ಹಕ್ಕುಗಳ ಕುರಿತು ಉಪನ್ಯಾಸ ನೀಡಲಾಯಿತು. [384,1320,570,1377]
story-krishnadevaraya [578,1118,945,1491]
article-heading: ಕಾಣೆಯಾದವರ ಪತ್ತೆಗಾಗಿ [56,405,144,418]
article-body: ಚಿಕ್ಕಬಳ್ಳಾಪುರ: ಸವಿತಾ ಸಮಾಜದ ಕುಲಗುರು ಸವಿತಾ ಮಹರ್ಷಿಯವರ ಜಯಂತಿಯನ್ನು ಜಿಲ್ಲಾಡಳಿತ ವತಿಯಿಂದ ನಗರದ ಜಿಲ್ಲಾ ರಂಗಮಂದಿರದಲ್ಲಿ ಅರ್ಥಪೂರ್ಣವಾಗಿ ಆಚರಿಸಲಾಯಿತು. ಜಿಲ್ಲಾಡಳಿತ, ಜಿಲ್ಲಾ ಪಂಚಾಯತ್ ಹಾಗೂ ಕನ್ನಡ ಮತ್ತು ಸಂಸ್ಕೃತಿ ಇಲಾಖೆ ಇವರ ಸಂಯುಕ್ತಾಶ್ರಯದಲ್ಲಿ ನಡೆದ ಕಾರ್ಯಕ್ರಮದಲ್ಲಿ ಶ್ರೀ ಸವಿತಾ ಮಹರ್ಷಿಯವರ ಭಾವಚಿತ್ರಕ್ಕೆ ಪುಷ್ಪಾರ್ಚನೆ ಮಾಡಲಾಯಿತು. ಜಿಲ್ಲಾಧಿಕಾರಿಗಳು ಮಾತನಾಡಿ ಸವಿತಾ ಮಹರ್ಷಿಯವರು ಸಮಾಜಕ್ಕೆ ನೀಡಿದ ಕೊಡುಗೆ ಅಪಾರ. ಅವರ ಆದರ್ಶಗಳನ್ನು ಎಲ್ಲರೂ ಪಾಲಿಸಬೇಕು. ಸವಿತಾ ಸಮಾಜ ಶಿಕ್ಷಣ, ಆರ್ಥಿಕ ಹಾಗೂ ಸಾಮಾಜಿಕವಾಗಿ ಮುಂದೆ ಬರಬೇಕು ಎಂದರು. ಸಮಾಜದ ಮುಖಂಡರು ಮಾತನಾಡಿ ಸರ್ಕಾರ ಸವಿತಾ ಸಮಾಜದ ಅಭಿವೃದ್ಧಿಗೆ ಅಗತ್ಯ ಸೌಲಭ್ಯಗಳನ್ನು ಒದಗಿಸಬೇಕು. ಸಮಾಜದ ಯುವಜನರು ಶಿಕ್ಷಣಕ್ಕೆ ಹೆಚ್ಚಿನ ಒತ್ತು ನೀಡಬೇಕು ಎಂದರು. ಕಾರ್ಯಕ್ರಮದಲ್ಲಿ ಸಮಾಜದ ಸಾಧಕರನ್ನು ಸನ್ಮಾನಿಸಲಾಯಿತು. ಜಿಲ್ಲಾ ಪಂಚಾಯತ್ ಮುಖ್ಯ ಕಾರ್ಯನಿರ್ವಾಹಕ ಅಧಿಕಾರಿ, ಅಪರ ಜಿಲ್ಲಾಧಿಕಾರಿ, ಸಮಾಜದ ಮುಖಂಡರು ಸೇರಿದಂತೆ ಹಲವರು ಉಪಸ್ಥಿತರಿದ್ದರು. ವಿವಿಧ ಕಲಾತಂಡಗಳೊಂದಿಗೆ ಮೆರವಣಿಗೆ ನಡೆಯಿತು. [722,476,939,591]
